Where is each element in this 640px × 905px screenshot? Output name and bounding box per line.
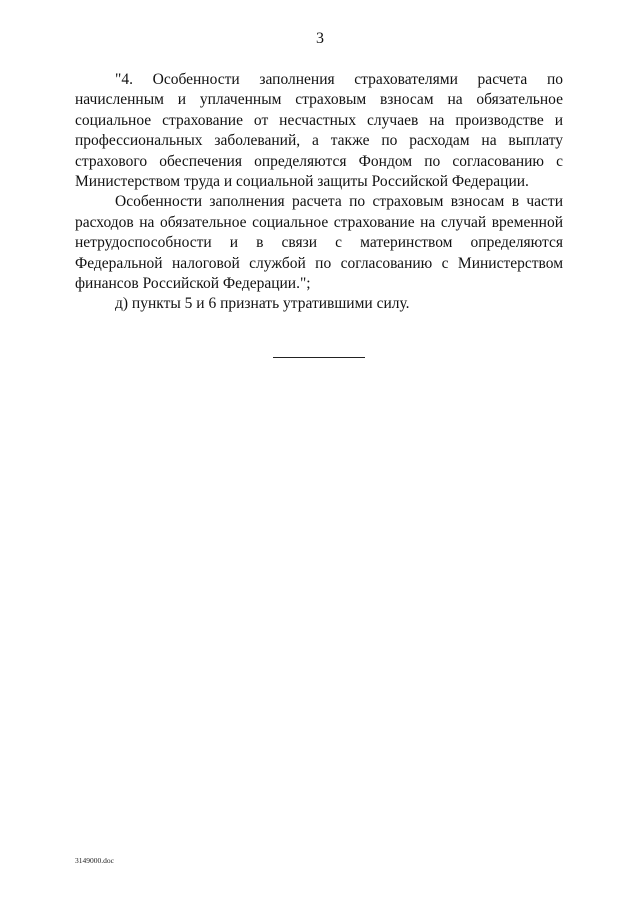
end-separator-line <box>273 357 365 358</box>
paragraph-item-4: "4. Особенности заполнения страхователями расчета по начисленным и уплаченным страховым взносам на обязательное социальное страхование от несчастных случаев на производстве и профессиональных заболеваний, а также по расходам на выплату страхового обеспечения определяются Фондом по согласованию с Министерством труда и социальной защиты Российской Федерации. <box>75 71 563 191</box>
page-number: 3 <box>316 30 324 47</box>
document-body <box>75 70 563 315</box>
document-code: 3149000.doc <box>75 856 114 865</box>
paragraph-calculation-features: Особенности заполнения расчета по страховым взносам в части расходов на обязательное социальное страхование на случай временной нетрудоспособности и в связи с материнством определяются Федеральной налоговой службой по согласованию с Министерством финансов Российской Федерации."; <box>75 193 563 293</box>
paragraph-subitem-d: д) пункты 5 и 6 признать утратившими силу. <box>115 295 410 313</box>
